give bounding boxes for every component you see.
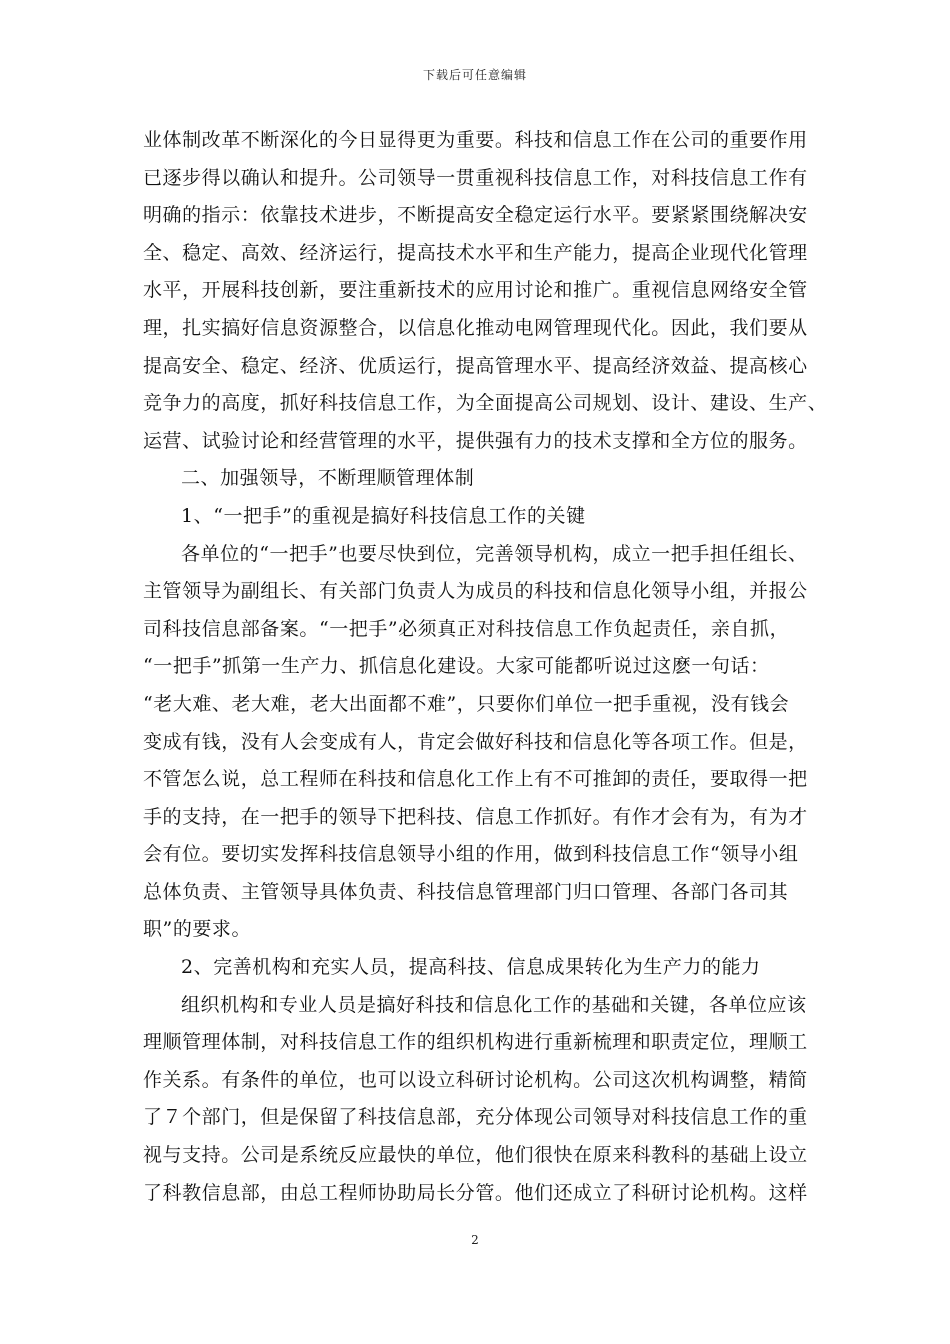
text-line: 1、“一把手”的重视是搞好科技信息工作的关键 — [181, 504, 586, 527]
text-line: 各单位的“一把手”也要尽快到位，完善领导机构，成立一把手担任组长、 — [181, 542, 808, 565]
text-line: 视与支持。公司是系统反应最快的单位，他们很快在原来科教科的基础上设立 — [143, 1144, 808, 1167]
document-body — [143, 122, 833, 1212]
text-line: 了７个部门，但是保留了科技信息部，充分体现公司领导对科技信息工作的重 — [143, 1106, 808, 1129]
text-line: 组织机构和专业人员是搞好科技和信息化工作的基础和关键，各单位应该 — [181, 993, 807, 1016]
text-line: 司科技信息部备案。“一把手”必须真正对科技信息工作负起责任，亲自抓， — [143, 617, 790, 640]
text-line: 手的支持，在一把手的领导下把科技、信息工作抓好。有作才会有为，有为才 — [143, 805, 808, 828]
text-line: 总体负责、主管领导具体负责、科技信息管理部门归口管理、各部门各司其 — [143, 880, 789, 903]
text-line: “一把手”抓第一生产力、抓信息化建设。大家可能都听说过这麽一句话： — [143, 655, 770, 678]
text-line: 会有位。要切实发挥科技信息领导小组的作用，做到科技信息工作“领导小组 — [143, 843, 799, 866]
text-line: 职”的要求。 — [143, 918, 252, 941]
text-line: 主管领导为副组长、有关部门负责人为成员的科技和信息化领导小组，并报公 — [143, 580, 808, 603]
page-header: 下载后可任意编辑 — [422, 68, 527, 82]
text-line: 二、加强领导，不断理顺管理体制 — [181, 467, 475, 490]
text-line: 作关系。有条件的单位，也可以设立科研讨论机构。公司这次机构调整，精简 — [143, 1068, 808, 1091]
text-line: 2、完善机构和充实人员，提高科技、信息成果转化为生产力的能力 — [181, 956, 761, 979]
text-line: 理顺管理体制，对科技信息工作的组织机构进行重新梳理和职责定位，理顺工 — [143, 1031, 808, 1054]
text-line: 业体制改革不断深化的今日显得更为重要。科技和信息工作在公司的重要作用 — [143, 129, 808, 151]
text-line: 水平，开展科技创新，要注重新技术的应用讨论和推广。重视信息网络安全管 — [143, 279, 808, 302]
text-line: 不管怎么说，总工程师在科技和信息化工作上有不可推卸的责任，要取得一把 — [143, 768, 808, 791]
text-line: 全、稳定、高效、经济运行，提高技术水平和生产能力，提高企业现代化管理 — [143, 241, 808, 264]
page-number: 2 — [471, 1233, 479, 1247]
text-line: 了科教信息部，由总工程师协助局长分管。他们还成立了科研讨论机构。这样 — [143, 1181, 808, 1204]
text-line: 运营、试验讨论和经营管理的水平，提供强有力的技术支撑和全方位的服务。 — [143, 429, 808, 452]
text-line: 变成有钱，没有人会变成有人，肯定会做好科技和信息化等各项工作。但是， — [143, 730, 808, 753]
text-line: 提高安全、稳定、经济、优质运行，提高管理水平、提高经济效益、提高核心 — [143, 354, 808, 377]
text-line: “老大难、老大难，老大出面都不难”，只要你们单位一把手重视，没有钱会 — [143, 692, 790, 715]
text-line: 竞争力的高度，抓好科技信息工作，为全面提高公司规划、设计、建设、生产、 — [143, 392, 828, 415]
text-line: 明确的指示：依靠技术进步，不断提高安全稳定运行水平。要紧紧围绕解决安 — [143, 204, 808, 227]
text-line: 理，扎实搞好信息资源整合，以信息化推动电网管理现代化。因此，我们要从 — [143, 316, 808, 339]
text-line: 已逐步得以确认和提升。公司领导一贯重视科技信息工作，对科技信息工作有 — [143, 166, 808, 189]
